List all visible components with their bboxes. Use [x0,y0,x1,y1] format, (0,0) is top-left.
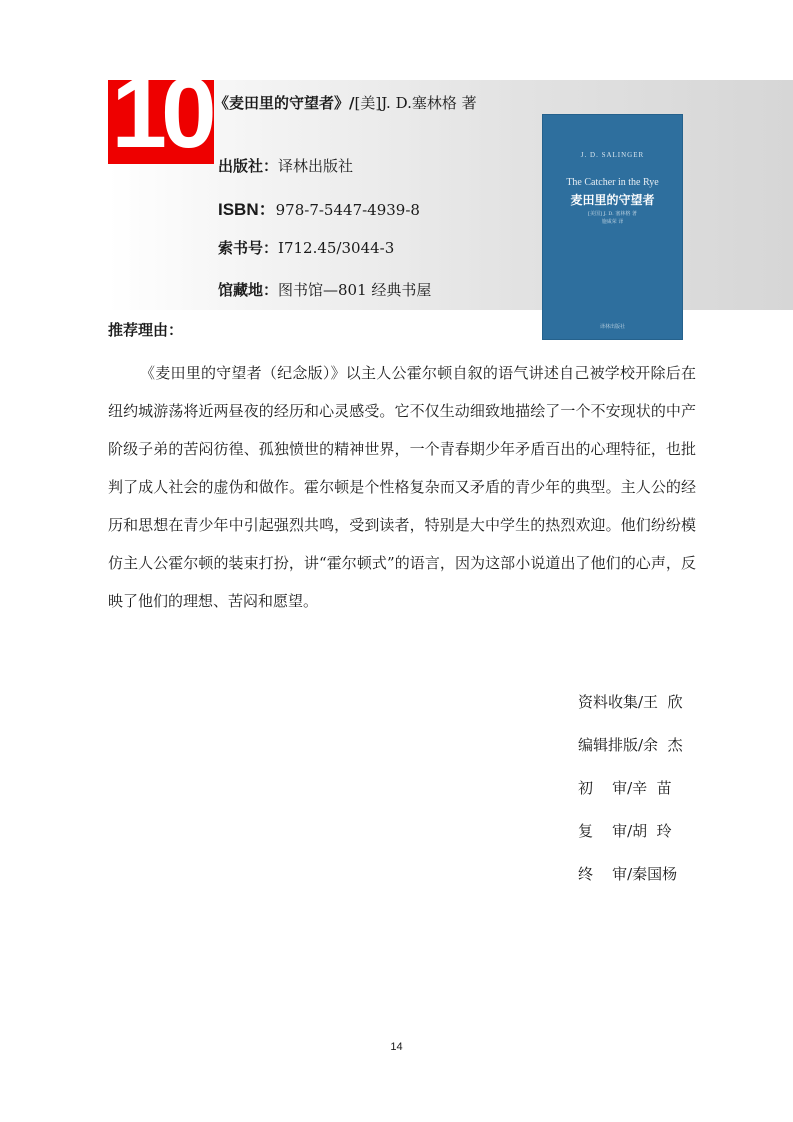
location-row [218,279,431,300]
publisher-value: 译林出版社 [278,157,354,175]
call-number-row [218,237,394,258]
cover-title-cn: 麦田里的守望者 [570,193,655,207]
book-title: 《麦田里的守望者》 [214,94,350,112]
isbn-value: 978-7-5447-4939-8 [275,201,420,219]
book-cover-image [542,114,683,340]
credits-block [578,690,683,905]
location-value: 图书馆—801 经典书屋 [278,281,432,299]
title-separator: / [349,94,355,112]
call-number-value: I712.45/3044-3 [278,239,395,257]
rank-number: 10 [111,57,211,169]
book-title-line [214,92,477,113]
isbn-label: ISBN： [218,200,276,219]
recommendation-label: 推荐理由： [108,321,184,339]
book-author: [美]J. D.塞林格 著 [354,94,477,112]
cover-title-en: The Catcher in the Rye [566,177,659,188]
location-label: 馆藏地： [218,281,279,299]
page-number: 14 [390,1041,403,1053]
cover-publisher: 译林出版社 [599,324,625,330]
cover-translator: 施咸荣 译 [601,219,624,225]
credit-line: 终 审/秦国杨 [578,865,678,883]
credit-line: 复 审/胡 玲 [578,822,672,840]
cover-author-line: [美国] J. D. 塞林格 著 [588,211,637,217]
isbn-row [218,195,420,220]
call-number-label: 索书号： [218,239,279,257]
credit-line: 编辑排版/余 杰 [578,736,683,754]
credit-line: 资料收集/王 欣 [578,693,683,711]
publisher-label: 出版社： [218,157,279,175]
publisher-row [218,155,353,176]
credit-line: 初 审/辛 苗 [578,779,672,797]
cover-author: J. D. SALINGER [580,151,645,159]
recommendation-text: 《麦田里的守望者（纪念版）》以主人公霍尔顿自叙的语气讲述自己被学校开除后在纽约城游荡将近两昼夜的经历和心灵感受。它不仅生动细致地描绘了一个不安现状的中产阶级子弟的苦闷彷徨、孤独愤世的精神世界，一个青春期少年矛盾百出的心理特征，也批判了成人社会的虚伪和做作。霍尔顿是个性格复杂而又矛盾的青少年的典型。主人公的经历和思想在青少年中引起强烈共鸣，受到读者，特别是大中学生的热烈欢迎。他们纷纷模仿主人公霍尔顿的装束打扮，讲“霍尔顿式”的语言，因为这部小说道出了他们的心声，反映了他们的理想、苦闷和愿望。 [108,364,696,610]
